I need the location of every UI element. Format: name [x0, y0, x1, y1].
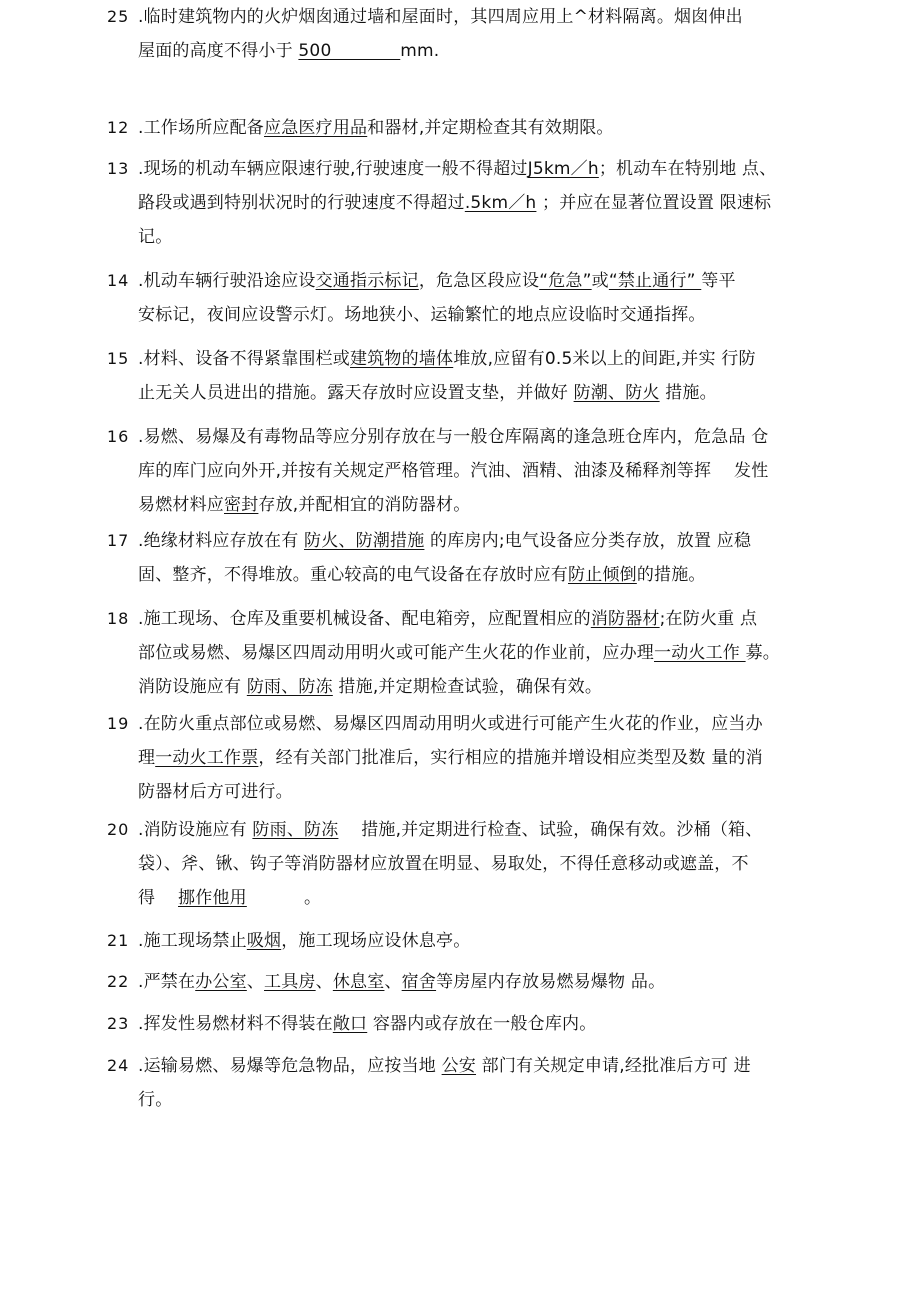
text-segment: .在防火重点部位或易燃、易爆区四周动用明火或进行可能产生火花的作业，应当办	[138, 714, 763, 734]
item-number: 24	[107, 1056, 130, 1075]
text-segment: ;在防火重 点	[659, 609, 758, 629]
underlined-answer: 建筑物的墙体	[350, 349, 454, 369]
text-segment: 路段或遇到特别状况时的行驶速度不得超过	[138, 193, 465, 213]
text-segment: ，危急区段应设	[418, 271, 540, 291]
text-line	[138, 924, 818, 958]
item-number: 13	[107, 159, 130, 178]
text-segment: .挥发性易燃材料不得装在	[138, 1014, 333, 1034]
text-segment: .消防设施应有	[138, 820, 253, 840]
text-line	[138, 670, 818, 704]
text-segment: 等平	[701, 271, 736, 291]
text-segment: .材料、设备不得紧靠围栏或	[138, 349, 351, 369]
text-segment: 理	[138, 748, 156, 768]
text-line	[138, 1083, 818, 1117]
item-number: 15	[107, 349, 130, 368]
underlined-answer: 吸烟	[246, 931, 282, 951]
underlined-answer: 工具房	[264, 972, 316, 992]
text-segment: 措施,并定期检查试验，确保有效。	[332, 677, 603, 697]
text-line	[138, 602, 818, 636]
item-text	[138, 524, 818, 592]
underlined-answer: 宿舍	[401, 972, 437, 992]
underlined-answer: “禁止通行”	[608, 271, 702, 291]
text-segment: 的库房内;电气设备应分类存放，放置 应稳	[424, 531, 752, 551]
text-segment: .绝缘材料应存放在有	[138, 531, 305, 551]
text-line	[138, 707, 818, 741]
text-segment: ，经有关部门批准后，实行相应的措施并增设相应类型及数 量的消	[258, 748, 763, 768]
text-line	[138, 264, 818, 298]
text-line	[138, 34, 818, 68]
text-line	[138, 1049, 818, 1083]
text-segment: 的措施。	[636, 565, 706, 585]
text-segment: .运输易燃、易爆等危急物品，应按当地	[138, 1056, 442, 1076]
text-segment: 记。	[138, 227, 173, 247]
text-segment: 固、整齐，不得堆放。重心较高的电气设备在存放时应有	[138, 565, 568, 585]
text-segment: 部位或易燃、易爆区四周动用明火或可能产生火花的作业前，应办理	[138, 643, 654, 663]
text-line	[138, 1007, 818, 1041]
item-number: 21	[107, 931, 130, 950]
text-segment: .施工现场、仓库及重要机械设备、配电箱旁，应配置相应的	[138, 609, 591, 629]
item-number: 18	[107, 609, 130, 628]
text-segment: 易燃材料应	[138, 495, 224, 515]
text-line	[138, 558, 818, 592]
text-segment: 防器材后方可进行。	[138, 782, 293, 802]
text-segment: 库的库门应向外开,并按有关规定严格管理。汽油、酒精、油漆及稀释剂等挥 发性	[138, 461, 769, 481]
text-segment: 止无关人员进出的措施。露天存放时应设置支垫，并做好	[138, 383, 574, 403]
text-segment: mm.	[400, 41, 440, 61]
item-text	[138, 924, 818, 958]
text-segment: .施工现场禁止	[138, 931, 247, 951]
text-segment: ，施工现场应设休息亭。	[281, 931, 471, 951]
item-text	[138, 1007, 818, 1041]
item-number: 14	[107, 271, 130, 290]
text-segment: 措施。	[659, 383, 717, 403]
text-segment: .严禁在	[138, 972, 196, 992]
underlined-answer: 消防器材	[590, 609, 660, 629]
underlined-answer: 一动火工作	[654, 643, 746, 663]
underlined-answer: 密封	[224, 495, 259, 515]
text-line	[138, 454, 818, 488]
text-line	[138, 847, 818, 881]
text-line	[138, 524, 818, 558]
text-segment: 部门有关规定申请,经批准后方可 进	[476, 1056, 751, 1076]
item-number: 12	[107, 118, 130, 137]
item-text	[138, 0, 818, 68]
underlined-answer: 防止倾倒	[568, 565, 637, 585]
text-segment: 、	[246, 972, 265, 992]
item-text	[138, 1049, 818, 1117]
text-segment: 袋）、斧、锹、钩子等消防器材应放置在明显、易取处，不得任意移动或遮盖，不	[138, 854, 749, 874]
text-segment: 。	[246, 888, 322, 908]
text-line	[138, 775, 818, 809]
text-line	[138, 152, 818, 186]
item-text	[138, 420, 818, 522]
underlined-answer: 防潮、防火	[573, 383, 660, 403]
text-segment: ；并应在显著位置设置 限速标	[536, 193, 772, 213]
item-text	[138, 111, 818, 145]
item-text	[138, 264, 818, 332]
underlined-answer: 办公室	[195, 972, 247, 992]
underlined-answer: 公安	[441, 1056, 477, 1076]
text-segment: .临时建筑物内的火炉烟囱通过墙和屋面时，其四周应用上^材料隔离。烟囱伸出	[138, 7, 743, 27]
text-line	[138, 111, 818, 145]
text-segment: 措施,并定期进行检查、试验，确保有效。沙桶（箱、	[338, 820, 763, 840]
item-text	[138, 602, 818, 704]
text-segment: 安标记，夜间应设警示灯。场地狭小、运输繁忙的地点应设临时交通指挥。	[138, 305, 706, 325]
text-segment: 屋面的高度不得小于	[138, 41, 299, 61]
text-segment: 和器材,并定期检查其有效期限。	[367, 118, 614, 138]
text-line	[138, 965, 818, 999]
text-line	[138, 813, 818, 847]
text-segment: 、	[315, 972, 333, 992]
text-line	[138, 0, 818, 34]
underlined-answer: 防雨、防冻	[252, 820, 339, 840]
underlined-answer: .5km／h	[464, 193, 537, 213]
text-line	[138, 741, 818, 775]
underlined-answer: 休息室	[332, 972, 385, 992]
item-number: 19	[107, 714, 130, 733]
item-number: 20	[107, 820, 130, 839]
text-segment: 募。	[745, 643, 781, 663]
item-number: 16	[107, 427, 130, 446]
item-number: 17	[107, 531, 130, 550]
text-segment: 容器内或存放在一般仓库内。	[367, 1014, 597, 1034]
underlined-answer: 敞口	[332, 1014, 368, 1034]
underlined-answer: 应急医疗用品	[264, 118, 368, 138]
underlined-answer: J5km／h	[527, 159, 599, 179]
text-segment: ；机动车在特别地 点、	[598, 159, 777, 179]
text-segment: .机动车辆行驶沿途应设	[138, 271, 316, 291]
text-segment: 行。	[138, 1090, 173, 1110]
underlined-answer: 防火、防潮措施	[304, 531, 425, 551]
text-line	[138, 636, 818, 670]
underlined-answer: 挪作他用	[178, 888, 247, 908]
text-segment: .易燃、易爆及有毒物品等应分别存放在与一般仓库隔离的逢急班仓库内，危急品 仓	[138, 427, 769, 447]
underlined-answer: 一动火工作票	[155, 748, 259, 768]
item-text	[138, 342, 818, 410]
text-line	[138, 488, 818, 522]
text-segment: .工作场所应配备	[138, 118, 265, 138]
item-number: 23	[107, 1014, 130, 1033]
text-segment: 或	[591, 271, 609, 291]
text-line	[138, 186, 818, 220]
underlined-answer: 交通指示标记	[315, 271, 419, 291]
item-text	[138, 707, 818, 809]
item-text	[138, 152, 818, 254]
text-segment: .现场的机动车辆应限速行驶,行驶速度一般不得超过	[138, 159, 528, 179]
text-segment: 消防设施应有	[138, 677, 247, 697]
text-line	[138, 376, 818, 410]
item-number: 25	[107, 7, 130, 26]
text-line	[138, 220, 818, 254]
underlined-answer: “危急”	[539, 271, 592, 291]
text-line	[138, 342, 818, 376]
text-segment: 等房屋内存放易燃易爆物 品。	[436, 972, 666, 992]
text-segment: 得	[138, 888, 179, 908]
text-segment: 、	[384, 972, 402, 992]
text-line	[138, 420, 818, 454]
text-segment: 堆放,应留有0.5米以上的间距,并实 行防	[453, 349, 756, 369]
item-text	[138, 965, 818, 999]
text-segment: 存放,并配相宜的消防器材。	[258, 495, 471, 515]
underlined-answer: 防雨、防冻	[246, 677, 333, 697]
text-line	[138, 881, 818, 915]
underlined-answer: 500	[298, 41, 401, 61]
text-line	[138, 298, 818, 332]
item-text	[138, 813, 818, 915]
item-number: 22	[107, 972, 130, 991]
